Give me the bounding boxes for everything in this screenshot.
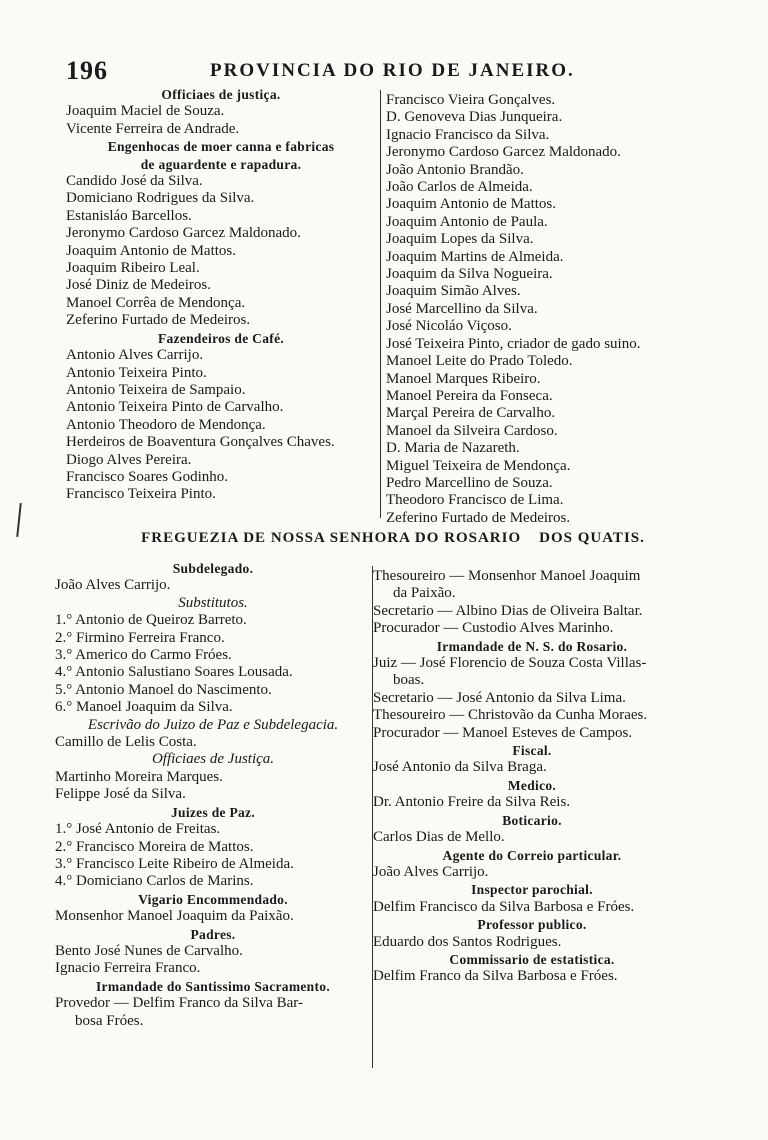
entry-line: D. Genoveva Dias Junqueira. <box>386 109 563 126</box>
entry-line: Antonio Teixeira Pinto. <box>66 364 207 381</box>
entry-line: D. Maria de Nazareth. <box>386 440 520 457</box>
entry-line: José Diniz de Medeiros. <box>66 277 211 294</box>
section-heading: Juizes de Paz. <box>170 804 256 820</box>
section-heading: de aguardente e rapadura. <box>140 156 302 172</box>
section-heading: Inspector parochial. <box>471 882 593 898</box>
section1-left-column <box>66 86 376 504</box>
entry-line: Manoel Corrêa de Mendonça. <box>66 294 246 311</box>
entry-line: Martinho Moreira Marques. <box>55 768 223 785</box>
entry-line: Joaquim Simão Alves. <box>386 283 521 300</box>
section-heading: Agente do Correio particular. <box>442 847 622 863</box>
entry-line: 1.° Antonio de Queiroz Barreto. <box>55 612 247 629</box>
entry-line: Joaquim Maciel de Souza. <box>66 103 225 120</box>
entry-line: Francisco Soares Godinho. <box>66 468 229 485</box>
running-head: PROVINCIA DO RIO DE JANEIRO. <box>210 60 575 81</box>
entry-line: João Alves Carrijo. <box>373 863 489 880</box>
entry-line: bosa Fróes. <box>75 1012 144 1029</box>
entry-line: Pedro Marcellino de Souza. <box>386 474 553 491</box>
entry-line: Jeronymo Cardoso Garcez Maldonado. <box>386 144 621 161</box>
entry-line: Domiciano Rodrigues da Silva. <box>66 190 255 207</box>
entry-line: Thesoureiro — Christovão da Cunha Moraes. <box>373 707 648 724</box>
entry-line: Delfim Francisco da Silva Barbosa e Fróes. <box>373 898 635 915</box>
entry-line: Estanisláo Barcellos. <box>66 207 192 224</box>
section1-column-rule <box>380 90 381 518</box>
subheading: Escrivão do Juizo de Paz e Subdelegacia. <box>87 716 339 733</box>
entry-line: Ignacio Francisco da Silva. <box>386 126 550 143</box>
section-heading: Irmandade do Santissimo Sacramento. <box>95 978 330 994</box>
entry-line: Joaquim Antonio de Mattos. <box>386 196 556 213</box>
page-number: 196 <box>66 56 108 85</box>
entry-line: Joaquim da Silva Nogueira. <box>386 266 553 283</box>
entry-line: Zeferino Furtado de Medeiros. <box>66 312 251 329</box>
entry-line: Bento José Nunes de Carvalho. <box>55 942 243 959</box>
section-heading: Vigario Encommendado. <box>138 891 288 907</box>
entry-line: Antonio Alves Carrijo. <box>66 347 204 364</box>
section2-title <box>0 530 768 547</box>
entry-line: José Marcellino da Silva. <box>386 300 538 317</box>
entry-line: Secretario — Albino Dias de Oliveira Baltar. <box>373 602 643 619</box>
section-heading: Engenhocas de moer canna e fabricas <box>107 139 335 155</box>
section-heading: Subdelegado. <box>172 561 254 576</box>
entry-line: Dr. Antonio Freire da Silva Reis. <box>373 794 571 811</box>
section-heading: Boticario. <box>502 812 562 828</box>
entry-line: 1.° José Antonio de Freitas. <box>55 821 221 838</box>
section-heading: Padres. <box>190 926 236 942</box>
entry-line: Herdeiros de Boaventura Gonçalves Chaves. <box>66 434 335 451</box>
entry-line: Ignacio Ferreira Franco. <box>55 960 201 977</box>
entry-line: 4.° Domiciano Carlos de Marins. <box>55 873 254 890</box>
entry-line: Candido José da Silva. <box>66 173 203 190</box>
entry-line: Francisco Teixeira Pinto. <box>66 486 216 503</box>
entry-line: Procurador — Manoel Esteves de Campos. <box>373 724 633 741</box>
section-heading: Irmandade de N. S. do Rosario. <box>436 638 628 654</box>
subheading: Substitutos. <box>178 594 248 611</box>
entry-line: José Teixeira Pinto, criador de gado suino. <box>386 335 641 352</box>
entry-line: Theodoro Francisco de Lima. <box>386 492 564 509</box>
section-heading: Officiaes de justiça. <box>161 87 281 102</box>
entry-line: Manoel da Silveira Cardoso. <box>386 422 558 439</box>
page-header <box>50 56 590 86</box>
section-heading: Professor publico. <box>477 917 587 933</box>
entry-line: Jeronymo Cardoso Garcez Maldonado. <box>66 225 301 242</box>
entry-line: 2.° Firmino Ferreira Franco. <box>55 629 225 646</box>
entry-line: Felippe José da Silva. <box>55 786 186 803</box>
entry-line: Camillo de Lelis Costa. <box>55 734 197 751</box>
entry-line: José Antonio da Silva Braga. <box>373 759 547 776</box>
entry-line: Francisco Vieira Gonçalves. <box>386 92 556 108</box>
entry-line: Antonio Teixeira Pinto de Carvalho. <box>66 399 284 416</box>
entry-line: Joaquim Ribeiro Leal. <box>66 260 200 277</box>
entry-line: 4.° Antonio Salustiano Soares Lousada. <box>55 664 293 681</box>
entry-line: Procurador — Custodio Alves Marinho. <box>373 620 614 637</box>
section-heading: Medico. <box>507 777 557 793</box>
section-heading: Commissario de estatistica. <box>449 951 615 967</box>
entry-line: Eduardo dos Santos Rodrigues. <box>373 933 562 950</box>
entry-line: Juiz — José Florencio de Souza Costa Villas- <box>373 655 647 672</box>
entry-line: Secretario — José Antonio da Silva Lima. <box>373 689 626 706</box>
entry-line: Manoel Pereira da Fonseca. <box>386 387 553 404</box>
entry-line: 3.° Francisco Leite Ribeiro de Almeida. <box>55 855 294 872</box>
entry-line: Manoel Leite do Prado Toledo. <box>386 353 573 370</box>
entry-line: Antonio Teixeira de Sampaio. <box>66 381 246 398</box>
entry-line: boas. <box>393 672 425 689</box>
entry-line: José Nicoláo Viçoso. <box>386 318 512 335</box>
entry-line: Marçal Pereira de Carvalho. <box>386 405 556 422</box>
section-heading: Fiscal. <box>512 743 552 759</box>
entry-line: 2.° Francisco Moreira de Mattos. <box>55 838 254 855</box>
section2-right-column <box>373 568 691 986</box>
section2-title-main: FREGUEZIA DE NOSSA SENHORA DO ROSARIO <box>141 530 522 546</box>
entry-line: Delfim Franco da Silva Barbosa e Fróes. <box>373 968 618 985</box>
entry-line: Carlos Dias de Mello. <box>373 829 505 846</box>
entry-line: Joaquim Lopes da Silva. <box>386 231 534 248</box>
entry-line: Monsenhor Manoel Joaquim da Paixão. <box>55 908 294 925</box>
entry-line: Joaquim Martins de Almeida. <box>386 248 564 265</box>
entry-line: 6.° Manoel Joaquim da Silva. <box>55 699 233 716</box>
entry-line: Provedor — Delfim Franco da Silva Bar- <box>55 995 303 1012</box>
entry-line: Antonio Theodoro de Mendonça. <box>66 416 266 433</box>
entry-line: João Antonio Brandão. <box>386 161 524 178</box>
section-heading: Fazendeiros de Café. <box>157 330 285 346</box>
entry-line: Joaquim Antonio de Mattos. <box>66 242 236 259</box>
entry-line: Joaquim Antonio de Paula. <box>386 213 548 230</box>
entry-line: Diogo Alves Pereira. <box>66 451 192 468</box>
entry-line: 3.° Americo do Carmo Fróes. <box>55 647 232 664</box>
entry-line: Zeferino Furtado de Medeiros. <box>386 509 571 526</box>
subheading: Officiaes de Justiça. <box>151 751 275 768</box>
entry-line: João Alves Carrijo. <box>55 577 171 594</box>
section1-right-column <box>386 92 641 527</box>
entry-line: da Paixão. <box>393 585 456 602</box>
section2-left-column <box>55 560 371 1030</box>
section2-title-end: DOS QUATIS. <box>539 530 645 546</box>
entry-line: Manoel Marques Ribeiro. <box>386 370 541 387</box>
entry-line: Thesoureiro — Monsenhor Manoel Joaquim <box>373 568 641 584</box>
entry-line: João Carlos de Almeida. <box>386 179 533 196</box>
entry-line: Miguel Teixeira de Mendonça. <box>386 457 571 474</box>
entry-line: Vicente Ferreira de Andrade. <box>66 120 240 137</box>
entry-line: 5.° Antonio Manoel do Nascimento. <box>55 681 272 698</box>
